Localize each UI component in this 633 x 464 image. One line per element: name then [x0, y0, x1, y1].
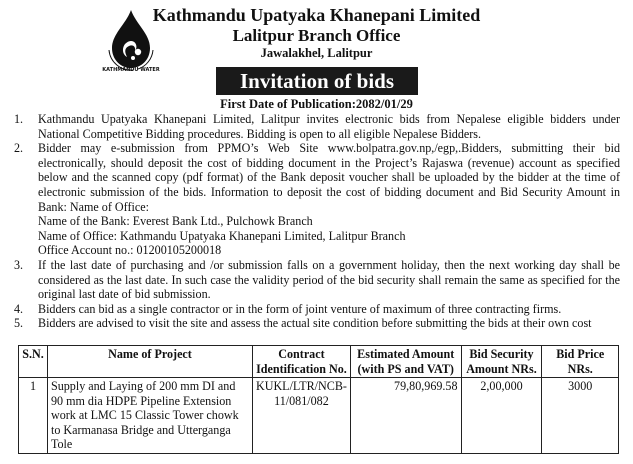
- header-sn: S.N.: [19, 346, 48, 378]
- clause-text: If the last date of purchasing and /or submission falls on a government holiday, then the next working day shall be considered as the last date. In such case the validity period of the bid security shall remain the same as specified for the original last date of bid submission.: [38, 257, 620, 302]
- branch-name: Lalitpur Branch Office: [232, 26, 401, 45]
- header-price: Bid Price NRs.: [542, 346, 619, 378]
- header-project: Name of Project: [47, 346, 252, 378]
- table-header-row: [19, 346, 619, 378]
- clause-5: [14, 316, 620, 331]
- notice-title: Invitation of bids: [216, 67, 418, 95]
- bids-table: [18, 345, 619, 454]
- clause-number: 1.: [14, 112, 24, 126]
- clause-text: Bidders are advised to visit the site and assess the actual site condition before submitting the bids at their own cost: [38, 316, 592, 331]
- cell-sn: 1: [19, 378, 48, 454]
- header-amount: Estimated Amount (with PS and VAT): [350, 346, 461, 378]
- org-name: Kathmandu Upatyaka Khanepani Limited: [152, 5, 481, 25]
- header-security: Bid Security Amount NRs.: [461, 346, 542, 378]
- clause-text: Bidders can bid as a single contractor or in the form of joint venture of maximum of three contracting firms.: [38, 301, 562, 316]
- clause-text: Bidder may e-submission from PPMO’s Web Site www.bolpatra.gov.np,/egp,.Bidders, submitting their bid electronically, should deposit the cost of bidding document in the Project’s Rajaswa (revenue) account as specified below and the scanned copy (pdf format) of the Bank deposit voucher shall be uploaded by the bidder at the time of electronic submission of the bids. Information to deposit the cost of bidding document and Bid Security Amount in Bank: Name of Office:: [38, 141, 620, 214]
- office-name-line: Name of Office: Kathmandu Upatyaka Khanepani Limited, Lalitpur Branch: [38, 228, 406, 243]
- clause-1: [14, 112, 620, 141]
- clause-number: 4.: [14, 301, 24, 316]
- account-number-line: Office Account no.: 01200105200018: [38, 243, 222, 258]
- clause-2: [14, 141, 620, 258]
- clause-text: Kathmandu Upatyaka Khanepani Limited, Lalitpur invites electronic bids from Nepalese eligible bidders under National Competitive Bidding procedures. Bidding is open to all eligible Nepalese Bidders.: [38, 112, 620, 141]
- header-contract: Contract Identification No.: [252, 346, 350, 378]
- publication-date: First Date of Publication:2082/01/29: [220, 97, 413, 111]
- clause-number: 5.: [14, 316, 24, 331]
- cell-price: 3000: [542, 378, 619, 454]
- bank-name-line: Name of the Bank: Everest Bank Ltd., Pulchowk Branch: [38, 214, 313, 229]
- cell-project: Supply and Laying of 200 mm DI and 90 mm dia HDPE Pipeline Extension work at LMC 15 Classic Tower chowk to Karmanasa Bridge and Utterganga Tole: [47, 378, 252, 454]
- cell-amount: 79,80,969.58: [350, 378, 461, 454]
- table-row: [19, 378, 619, 454]
- logo-text: KATHMANDU WATER: [102, 67, 160, 72]
- water-drop-logo-icon: [100, 6, 162, 72]
- clause-number: 2.: [14, 141, 24, 156]
- clause-number: 3.: [14, 257, 24, 272]
- cell-contract: KUKL/LTR/NCB-11/081/082: [252, 378, 350, 454]
- clause-3: [14, 258, 620, 302]
- cell-security: 2,00,000: [461, 378, 542, 454]
- notice-clauses: [14, 112, 620, 331]
- clause-4: [14, 302, 620, 317]
- notice-header: [0, 5, 633, 61]
- branch-address: Jawalakhel, Lalitpur: [260, 46, 373, 60]
